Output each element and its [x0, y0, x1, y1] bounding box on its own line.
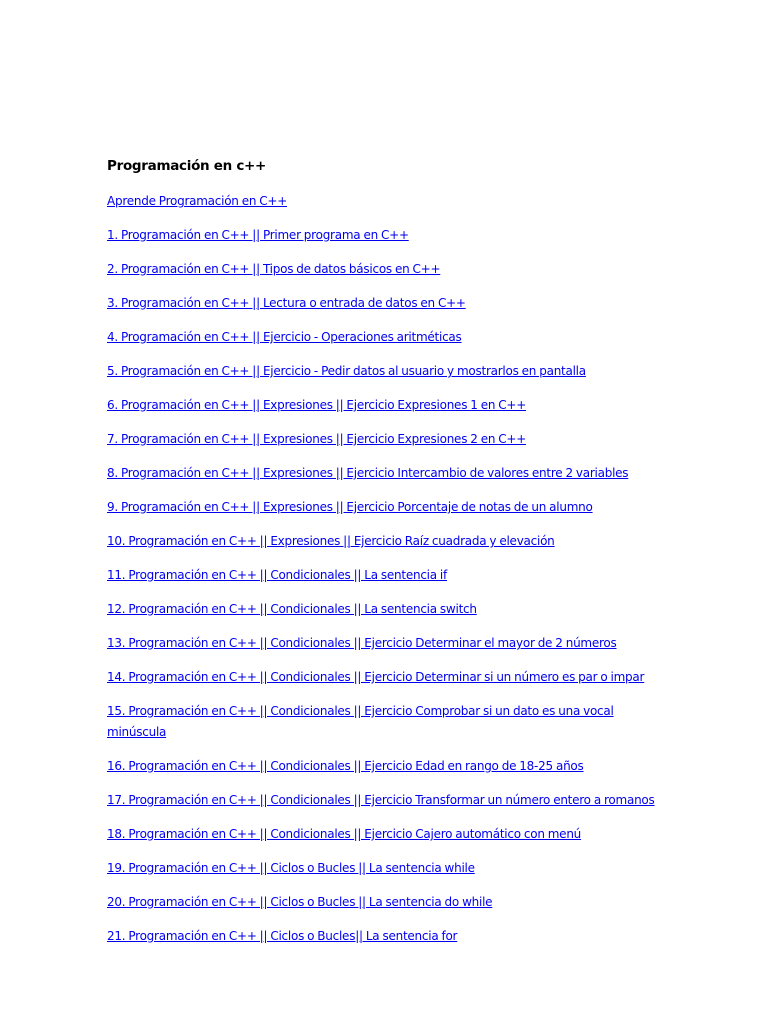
link-lesson-7[interactable]: 7. Programación en C++ || Expresiones || Ejercicio Expresiones 2 en C++ — [107, 432, 526, 446]
link-lesson-4[interactable]: 4. Programación en C++ || Ejercicio - Operaciones aritméticas — [107, 330, 462, 344]
page-title: Programación en c++ — [107, 158, 267, 174]
list-item — [107, 190, 667, 211]
link-lesson-14[interactable]: 14. Programación en C++ || Condicionales || Ejercicio Determinar si un número es par o impar — [107, 670, 645, 684]
list-item — [107, 891, 667, 912]
list-item — [107, 428, 667, 449]
list-item — [107, 789, 667, 810]
link-lesson-13[interactable]: 13. Programación en C++ || Condicionales || Ejercicio Determinar el mayor de 2 números — [107, 636, 617, 650]
list-item — [107, 564, 667, 585]
link-lesson-17[interactable]: 17. Programación en C++ || Condicionales || Ejercicio Transformar un número entero a romanos — [107, 793, 655, 807]
link-lesson-16[interactable]: 16. Programación en C++ || Condicionales || Ejercicio Edad en rango de 18-25 años — [107, 759, 584, 773]
link-lesson-3[interactable]: 3. Programación en C++ || Lectura o entrada de datos en C++ — [107, 296, 466, 310]
link-lesson-9[interactable]: 9. Programación en C++ || Expresiones || Ejercicio Porcentaje de notas de un alumno — [107, 500, 593, 514]
link-aprende-programacion[interactable]: Aprende Programación en C++ — [107, 194, 288, 208]
link-list — [107, 190, 667, 946]
list-item — [107, 224, 667, 245]
link-lesson-2[interactable]: 2. Programación en C++ || Tipos de datos básicos en C++ — [107, 262, 441, 276]
link-lesson-1[interactable]: 1. Programación en C++ || Primer programa en C++ — [107, 228, 409, 242]
list-item — [107, 598, 667, 619]
list-item — [107, 258, 667, 279]
link-lesson-8[interactable]: 8. Programación en C++ || Expresiones || Ejercicio Intercambio de valores entre 2 variables — [107, 466, 629, 480]
link-lesson-12[interactable]: 12. Programación en C++ || Condicionales || La sentencia switch — [107, 602, 477, 616]
link-lesson-20[interactable]: 20. Programación en C++ || Ciclos o Bucles || La sentencia do while — [107, 895, 493, 909]
link-lesson-11[interactable]: 11. Programación en C++ || Condicionales || La sentencia if — [107, 568, 447, 582]
link-lesson-21[interactable]: 21. Programación en C++ || Ciclos o Bucles|| La sentencia for — [107, 929, 458, 943]
list-item — [107, 632, 667, 653]
list-item — [107, 857, 667, 878]
link-lesson-18[interactable]: 18. Programación en C++ || Condicionales || Ejercicio Cajero automático con menú — [107, 827, 582, 841]
link-lesson-5[interactable]: 5. Programación en C++ || Ejercicio - Pedir datos al usuario y mostrarlos en pantalla — [107, 364, 586, 378]
list-item — [107, 700, 667, 742]
link-lesson-6[interactable]: 6. Programación en C++ || Expresiones || Ejercicio Expresiones 1 en C++ — [107, 398, 526, 412]
list-item — [107, 360, 667, 381]
list-item — [107, 394, 667, 415]
link-lesson-19[interactable]: 19. Programación en C++ || Ciclos o Bucles || La sentencia while — [107, 861, 475, 875]
list-item — [107, 530, 667, 551]
list-item — [107, 496, 667, 517]
list-item — [107, 292, 667, 313]
list-item — [107, 326, 667, 347]
document-content — [107, 156, 667, 959]
list-item — [107, 462, 667, 483]
list-item — [107, 666, 667, 687]
list-item — [107, 823, 667, 844]
list-item — [107, 925, 667, 946]
link-lesson-15[interactable]: 15. Programación en C++ || Condicionales || Ejercicio Comprobar si un dato es una vocal minúscula — [107, 704, 614, 739]
list-item — [107, 755, 667, 776]
link-lesson-10[interactable]: 10. Programación en C++ || Expresiones || Ejercicio Raíz cuadrada y elevación — [107, 534, 555, 548]
